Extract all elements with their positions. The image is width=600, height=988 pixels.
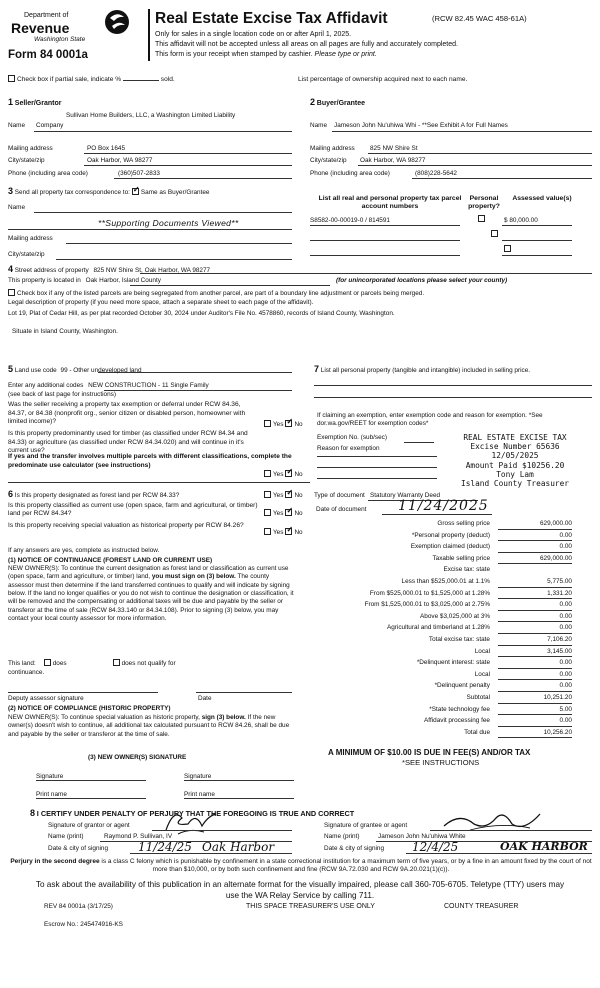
- notice2-body: NEW OWNER(S): To continue special valuation as historic property, sign (3) below. If the new owner(s) doesn't wish to continue, all additional tax calculated pursuant to RCW 84.26, shall be due and payable by the seller or transferor at the time of sale.: [8, 714, 290, 738]
- partial-sale-row: Check box if partial sale, indicate % sold.: [8, 75, 175, 84]
- sec6-q1-answer: Yes✓ No: [262, 491, 303, 500]
- owner-sig-label-2: Signature: [184, 773, 212, 780]
- header-line-1: Only for sales in a single location code on or after April 1, 2025.: [155, 31, 352, 38]
- calc-label: Total due: [464, 728, 490, 736]
- current-use-no-checkbox[interactable]: [285, 509, 292, 516]
- calc-value: 3,145.00: [498, 648, 572, 658]
- current-use-yes-checkbox[interactable]: [264, 509, 271, 516]
- property-street: 825 NW Shire St, Oak Harbor, WA 98277: [93, 267, 211, 274]
- form-title: Real Estate Excise Tax Affidavit: [155, 10, 388, 27]
- calc-label: From $1,525,000.01 to $3,025,000 at 2.75%: [364, 601, 490, 609]
- does-not-checkbox[interactable]: [113, 659, 120, 666]
- escrow-number: Escrow No.: 245474916-KS: [44, 921, 123, 928]
- this-land-row: This land: does does not qualify for: [8, 660, 176, 667]
- partial-sale-checkbox[interactable]: [8, 75, 15, 82]
- grantee-city: OAK HARBOR: [500, 840, 588, 853]
- continuance-text: continuance.: [8, 669, 45, 676]
- calc-value: [498, 566, 572, 576]
- calc-label: Less than $525,000.01 at 1.1%: [401, 578, 490, 585]
- assessed-col-header: Assessed value(s): [512, 195, 572, 202]
- same-as-buyer-checkbox[interactable]: [132, 188, 139, 195]
- treasurer-stamp: [440, 433, 590, 488]
- calc-value: 0.00: [498, 613, 572, 623]
- stamp-line-6: Island County Treasurer: [461, 478, 569, 488]
- rev-number: REV 84 0001a (3/17/25): [44, 903, 113, 910]
- add-codes-row: Enter any additional codes NEW CONSTRUCTION - 11 Single Family: [8, 382, 209, 389]
- calc-value: 7,106.20: [498, 636, 572, 646]
- forest-no-checkbox[interactable]: [285, 491, 292, 498]
- calc-label: Agricultural and timberland at 1.28%: [386, 624, 490, 632]
- revenue-text: Revenue: [11, 20, 70, 36]
- grantee-name: Jameson John Nu'uhiwa White: [378, 833, 466, 840]
- assessed-value: $ 80,000.00: [504, 217, 538, 224]
- stamp-line-4: Amount Paid $10256.20: [465, 460, 565, 470]
- historic-yes-checkbox[interactable]: [264, 528, 271, 535]
- notice1-heading: (1) NOTICE OF CONTINUANCE (FOREST LAND OR CURRENT USE): [8, 557, 213, 564]
- calc-label: Total excise tax: state: [428, 636, 490, 643]
- calc-value: 0.00: [498, 624, 572, 634]
- dept-of-text: Department of: [24, 12, 69, 19]
- calc-label: Above $3,025,000 at 3%: [420, 612, 490, 620]
- stamp-line-3: 12/05/2025: [491, 451, 539, 461]
- owner-print-label-2: Print name: [184, 791, 215, 798]
- sec5-q2-answer: Yes✓ No: [262, 470, 303, 479]
- calc-value: 629,000.00: [498, 520, 572, 530]
- form-number: Form 84 0001a: [8, 49, 88, 61]
- reason-label: Reason for exemption: [317, 445, 380, 452]
- seller-name-label: Name: [8, 122, 26, 129]
- personal-col-header: Personal property?: [468, 195, 500, 211]
- sec3-name-label: Name: [8, 204, 26, 211]
- grantee-sig-label: Signature of grantee or agent: [324, 822, 408, 829]
- buyer-name: Jameson John Nu'uhiwa Whi - **See Exhibit A for Full Names: [334, 122, 508, 129]
- sec6-q3: Is this property receiving special valuation as historical property per RCW 84.26?: [8, 522, 244, 529]
- calc-value: 0.00: [498, 682, 572, 692]
- notice3-heading: (3) NEW OWNER(S) SIGNATURE: [88, 754, 187, 761]
- calc-label: Excise tax: state: [443, 566, 490, 574]
- sec3-mail-label: Mailing address: [8, 235, 53, 242]
- sec5-q2: Is this property predominantly used for timber (as classified under RCW 84.34 and 84.33) or agriculture (as classified under RCW 84.34.020) and will continue in it's current use?: [8, 430, 248, 455]
- sec5-q1-answer: Yes✓ No: [262, 420, 303, 429]
- legal-desc-label: Legal description of property (if you need more space, attach a separate sheet to each page of the affidavit).: [8, 299, 314, 306]
- doc-type-label: Type of document: [314, 492, 365, 499]
- alt-format-note: To ask about the availability of this publication in an alternate format for the visually impaired, please call 360-705-6705. Teletype (TTY) users may use the WA Relay Service by calling 711.: [35, 880, 565, 900]
- sec6-q2-answer: Yes✓ No: [262, 509, 303, 518]
- sec5-q2b: If yes and the transfer involves multiple parcels with different classifications, complete the predominate use calculator (see instructions): [8, 453, 292, 469]
- historic-no-checkbox[interactable]: [285, 528, 292, 535]
- header-line-2: This affidavit will not be accepted unless all areas on all pages are fully and accurately completed.: [155, 41, 458, 48]
- exemption-no-label: Exemption No. (sub/sec): [317, 434, 387, 441]
- doc-type: Statutory Warranty Deed: [370, 492, 441, 499]
- seller-phone-label: Phone (including area code): [8, 170, 88, 177]
- land-use-code: 99 - Other undeveloped land: [60, 367, 142, 374]
- owner-sig-label-1: Signature: [36, 773, 64, 780]
- q2-no-checkbox[interactable]: [285, 470, 292, 477]
- calc-value: 0.00: [498, 659, 572, 669]
- parcel-number: S8582-00-00019-0 / 814591: [310, 217, 390, 224]
- calc-value: 10,256.20: [498, 729, 572, 739]
- owner-print-label-1: Print name: [36, 791, 67, 798]
- supporting-docs-stamp: **Supporting Documents Viewed**: [98, 218, 239, 228]
- doc-date-label: Date of document: [316, 506, 367, 513]
- codes-note: (see back of last page for instructions): [8, 391, 116, 398]
- calc-label: Gross selling price: [437, 520, 490, 527]
- grantor-date-label: Date & city of signing: [48, 845, 109, 852]
- tax-calculation: [300, 520, 600, 742]
- calc-label: Exemption claimed (deduct): [410, 543, 490, 551]
- calc-value: 5.00: [498, 706, 572, 716]
- sec6-q3-answer: Yes✓ No: [262, 528, 303, 537]
- land-use-row: 5 Land use code 99 - Other undeveloped land: [8, 364, 142, 374]
- parcel-col-header: List all real and personal property tax parcel account numbers: [318, 195, 462, 211]
- calc-label: From $525,000.01 to $1,525,000 at 1.28%: [369, 589, 490, 597]
- segregation-checkbox[interactable]: [8, 289, 15, 296]
- seller-mail: PO Box 1645: [87, 145, 126, 152]
- sec3-heading: 3 Send all property tax correspondence to:✓ Same as Buyer/Grantee: [8, 186, 209, 197]
- sec3-city-label: City/state/zip: [8, 251, 45, 258]
- grantor-city: Oak Harbor: [202, 840, 275, 854]
- header-line-3: This form is your receipt when stamped by cashier. Please type or print.: [155, 51, 377, 58]
- sec7-text: 7 List all personal property (tangible and intangible) included in selling price.: [314, 364, 531, 374]
- grantor-date: 11/24/25: [138, 840, 192, 854]
- calc-value: 0.00: [498, 717, 572, 727]
- doc-date: 11/24/2025: [398, 498, 489, 514]
- county-treasurer: COUNTY TREASURER: [444, 903, 519, 910]
- notice1-body: NEW OWNER(S): To continue the current designation as forest land or classification as current use (open space, farm and agriculture, or timber) land, you must sign on (3) below. The county assessor must then determine if the land transferred continues to qualify and will indicate by signing below. If the land no longer qualifies or you do not wish to continue the designation or classification, it will be removed and the compensating or additional taxes will be due and payable by the seller or transferor at the time of sale (RCW 84.33.140 or 84.34.108). Prior to signing (3) below, you may contact your local county assessor for more information.: [8, 565, 294, 622]
- treasurer-use: THIS SPACE TREASURER'S USE ONLY: [246, 903, 375, 910]
- calc-label: *Personal property (deduct): [411, 531, 490, 539]
- see-instructions: *SEE INSTRUCTIONS: [402, 758, 480, 767]
- seller-name-line1: Sullivan Home Builders, LLC, a Washington Limited Liability: [66, 112, 236, 119]
- calc-label: Taxable selling price: [432, 554, 490, 562]
- sec6-q4: If any answers are yes, complete as instructed below.: [8, 547, 160, 554]
- seller-phone: (360)507-2833: [118, 170, 160, 177]
- cert-heading: 8 I CERTIFY UNDER PENALTY OF PERJURY THAT THE FOREGOING IS TRUE AND CORRECT: [30, 808, 355, 818]
- forest-yes-checkbox[interactable]: [264, 491, 271, 498]
- calc-value: 0.00: [498, 601, 572, 611]
- calc-value: 10,251.20: [498, 694, 572, 704]
- calc-label: Local: [474, 647, 490, 655]
- grantor-signature: [160, 806, 220, 836]
- seller-city: Oak Harbor, WA 98277: [87, 157, 153, 164]
- header-divider: [148, 9, 150, 61]
- grantor-name-label: Name (print): [48, 833, 84, 840]
- grantor-name: Raymond P. Sullivan, IV: [104, 833, 173, 840]
- calc-label: Local: [474, 670, 490, 678]
- minimum-fee-note: A MINIMUM OF $10.00 IS DUE IN FEE(S) AND/OR TAX: [328, 748, 531, 757]
- seller-heading: 1 Seller/Grantor: [8, 97, 62, 107]
- dor-logo: [8, 8, 146, 63]
- personal-property-checkbox-2[interactable]: [491, 230, 498, 237]
- calc-label: *State technology fee: [429, 705, 490, 713]
- ownership-note: List percentage of ownership acquired next to each name.: [298, 76, 468, 83]
- calc-label: Affidavit processing fee: [424, 717, 490, 725]
- buyer-city: Oak Harbor, WA 98277: [360, 157, 426, 164]
- calc-value: 5,775.00: [498, 578, 572, 588]
- exemption-text: If claiming an exemption, enter exemption code and reason for exemption. *See dor.wa.gov/REET for exemption codes*: [317, 412, 543, 427]
- deputy-sig-label: Deputy assessor signature: [8, 695, 84, 702]
- buyer-phone: (808)228-5642: [415, 170, 457, 177]
- legal-desc-2: Situate in Island County, Washington.: [12, 328, 118, 335]
- stamp-line-2: Excise Number 65636: [470, 442, 560, 452]
- calc-value: 629,000.00: [498, 555, 572, 565]
- stamp-line-5: Tony Lam: [496, 469, 534, 479]
- does-checkbox[interactable]: [44, 659, 51, 666]
- calc-label: Subtotal: [466, 694, 490, 701]
- q2-yes-checkbox[interactable]: [264, 470, 271, 477]
- location-note: (for unincorporated locations please select your county): [336, 277, 508, 284]
- buyer-name-label: Name: [310, 122, 328, 129]
- property-location: Oak Harbor, Island County: [85, 277, 161, 284]
- sec5-q1: Was the seller receiving a property tax exemption or deferral under RCW 84.36, 84.37, or 84.38 (nonprofit org., senior citizen or disabled person, homeowner with limited income)?: [8, 401, 246, 426]
- grantee-date: 12/4/25: [412, 840, 459, 854]
- grantor-sig-label: Signature of grantor or agent: [48, 822, 130, 829]
- grantee-date-label: Date & city of signing: [324, 845, 385, 852]
- deputy-date-label: Date: [198, 695, 212, 702]
- perjury-statement: Perjury in the second degree is a class C felony which is punishable by confinement in a state correctional institution for a maximum term of five years, or by a fine in an amount fixed by the court of not more than $10,000, or by both such confinement and fine (RCW 9A.72.030 and RCW 9A.20.021(1)(c)).: [10, 858, 592, 874]
- q1-yes-checkbox[interactable]: [264, 420, 271, 427]
- notice2-heading: (2) NOTICE OF COMPLIANCE (HISTORIC PROPERTY): [8, 705, 171, 712]
- grantee-name-label: Name (print): [324, 833, 360, 840]
- buyer-phone-label: Phone (including area code): [310, 170, 390, 177]
- buyer-mail-label: Mailing address: [310, 145, 355, 152]
- calc-value: 0.00: [498, 532, 572, 542]
- calc-value: 1,331.20: [498, 590, 572, 600]
- seller-mail-label: Mailing address: [8, 145, 53, 152]
- sec4-street-row: 4 Street address of property 825 NW Shire St, Oak Harbor, WA 98277: [8, 264, 211, 274]
- seller-name-line2: Company: [36, 122, 64, 129]
- personal-property-checkbox-1[interactable]: [478, 215, 485, 222]
- dor-swirl-icon: [102, 8, 132, 36]
- legal-desc: Lot 19, Plat of Cedar Hill, as per plat recorded October 30, 2024 under Auditor's File No. 4578860, records of Island County, Washington.: [8, 310, 395, 317]
- q1-no-checkbox[interactable]: [285, 420, 292, 427]
- sec6-q1: 6 Is this property designated as forest land per RCW 84.33?: [8, 489, 180, 499]
- calc-value: 0.00: [498, 543, 572, 553]
- calc-value: 0.00: [498, 671, 572, 681]
- sec6-q2: Is this property classified as current use (open space, farm and agricultural, or timber) land per RCW 84.34?: [8, 502, 258, 518]
- additional-codes: NEW CONSTRUCTION - 11 Single Family: [88, 382, 209, 389]
- form-rcw: (RCW 82.45 WAC 458-61A): [432, 14, 527, 23]
- wa-state-text: Washington State: [34, 36, 86, 43]
- sec4-location-row: This property is located in Oak Harbor, Island County: [8, 277, 161, 284]
- stamp-line-1: REAL ESTATE EXCISE TAX: [463, 433, 567, 442]
- buyer-city-label: City/state/zip: [310, 157, 347, 164]
- buyer-mail: 825 NW Shire St: [370, 145, 418, 152]
- seller-city-label: City/state/zip: [8, 157, 45, 164]
- personal-property-checkbox-3[interactable]: [504, 245, 511, 252]
- calc-label: *Delinquent penalty: [434, 682, 490, 690]
- buyer-heading: 2 Buyer/Grantee: [310, 97, 366, 107]
- calc-label: *Delinquent interest: state: [416, 659, 490, 667]
- segregation-row: Check box if any of the listed parcels are being segregated from another parcel, are part of a boundary line adjustment or parcels being merged.: [8, 289, 424, 298]
